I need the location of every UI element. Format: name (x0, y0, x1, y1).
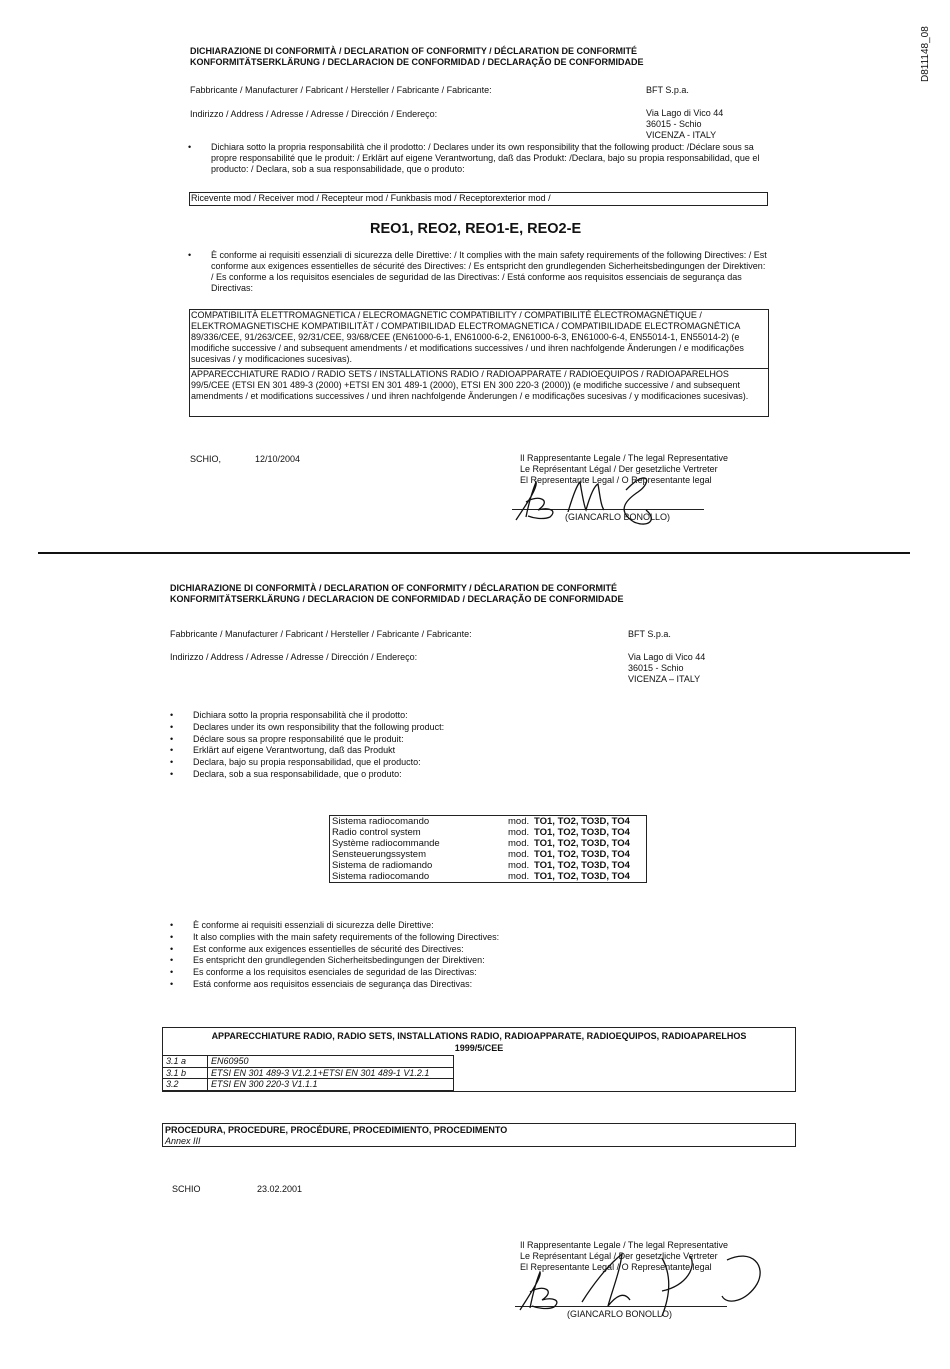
bottom-conforms-list (168, 920, 588, 991)
radio-system-mod: mod. (508, 816, 530, 827)
standard-value: ETSI EN 301 489-3 V1.2.1+ETSI EN 301 489-1 V1.2.1 (208, 1067, 454, 1079)
radio-system-mod: mod. (508, 849, 530, 860)
bottom-declares-list (168, 710, 568, 781)
standard-value: EN60950 (208, 1056, 454, 1068)
top-rep-line2: Le Représentant Légal / Der gesetzliche Vertreter (520, 464, 718, 474)
top-declares-text: • Dichiara sotto la propria responsabilità che il prodotto: / Declares under its own responsibility that the following product: /Déclare sous sa propre responsabilité que le produit: / Erklärt auf eigene Verantwortung, daß das Produkt: /Declara, bajo su propia responsabilidad, que el producto: / Declara, sob a sua responsabilidade, que o produto: (186, 142, 768, 175)
radio-system-mod: mod. (508, 827, 530, 838)
list-item: • Declara, bajo su propia responsabilidad, que el producto: (168, 757, 568, 769)
top-address-label: Indirizzo / Address / Adresse / Adresse / Dirección / Endereço: (190, 109, 438, 119)
bottom-address-line3: VICENZA – ITALY (628, 674, 701, 684)
bottom-manufacturer-value: BFT S.p.a. (628, 629, 671, 639)
radio-system-models: TO1, TO2, TO3D, TO4 (534, 838, 630, 849)
list-item: • Dichiara sotto la propria responsabilità che il prodotto: (168, 710, 568, 722)
directive-emc: COMPATIBILITÀ ELETTROMAGNETICA / ELECROMAGNETIC COMPATIBILITY / COMPATIBILITÉ ÉLECTROMAGNÉTIQUE / ELEKTROMAGNETISCHE KOMPATIBILITÄT / COMPATIBILIDAD ELECTROMAGNETICA / COMPATIBILIDADE ELECTROMAGNÉTICA 89/336/CEE, 91/263/CEE, 92/31/CEE, 93/68/CEE (EN61000-6-1, EN61000-6-2, EN61000-6-3, EN61000-6-4, EN55014-1, EN55014-2) (e modifiche successive / and subsequent amendments / et modifications successives / und ihren nachfolgende Änderungen / e modificações sucesivas / y modificaciones sucesivas). (190, 310, 768, 369)
top-address-line1: Via Lago di Vico 44 (646, 108, 724, 118)
radio-system-models: TO1, TO2, TO3D, TO4 (534, 849, 630, 860)
radio-system-mod: mod. (508, 871, 530, 882)
top-address-line3: VICENZA - ITALY (646, 130, 717, 140)
top-product-type: Ricevente mod / Receiver mod / Recepteur mod / Funkbasis mod / Receptorexterior mod / (189, 192, 768, 206)
radio-system-name: Radio control system (332, 827, 421, 838)
radio-system-table (329, 815, 647, 883)
list-item: • Est conforme aux exigences essentielles de sécurité des Directives: (168, 944, 588, 956)
top-conforms-item (186, 250, 768, 294)
top-manufacturer-label: Fabbricante / Manufacturer / Fabricant / Hersteller / Fabricante / Fabricante: (190, 85, 492, 95)
radio-system-name: Sistema radiocomando (332, 871, 430, 882)
radio-directive-code: 1999/5/CEE (454, 1043, 504, 1053)
section-divider (38, 552, 910, 554)
table-row (330, 838, 647, 849)
top-rep-name: (GIANCARLO BONOLLO) (565, 512, 671, 522)
bottom-rep-name: (GIANCARLO BONOLLO) (567, 1309, 673, 1319)
document-code: D811148_08 (920, 26, 931, 82)
list-item: • Declara, sob a sua responsabilidade, que o produto: (168, 769, 568, 781)
bottom-address-line1: Via Lago di Vico 44 (628, 652, 706, 662)
radio-system-name: Système radiocommande (332, 838, 440, 849)
list-item: • È conforme ai requisiti essenziali di sicurezza delle Direttive: (168, 920, 588, 932)
bottom-date: 23.02.2001 (257, 1184, 303, 1194)
table-row (330, 827, 647, 838)
radio-system-models: TO1, TO2, TO3D, TO4 (534, 827, 630, 838)
top-models: REO1, REO2, REO1-E, REO2-E (370, 221, 582, 237)
list-item: • Está conforme aos requisitos essenciais de segurança das Directivas: (168, 979, 588, 991)
top-rep-line1: Il Rappresentante Legale / The legal Representative (520, 453, 728, 463)
procedure-value: Annex III (165, 1136, 201, 1146)
top-manufacturer-value: BFT S.p.a. (646, 85, 689, 95)
bottom-address-line2: 36015 - Schio (628, 663, 684, 673)
table-row (330, 816, 647, 828)
top-place: SCHIO, (190, 454, 222, 464)
list-item: • Déclare sous sa propre responsabilité que le produit: (168, 734, 568, 746)
directive-radio: APPARECCHIATURE RADIO / RADIO SETS / INSTALLATIONS RADIO / RADIOAPPARATE / RADIOEQUIPOS / RADIOAPARELHOS 99/5/CEE (ETSI EN 301 489-3 (2000) +ETSI EN 301 489-1 (2000), ETSI EN 300 220-3 (2000)) (e modifiche successive / and subsequent amendments / et modifications successives / und ihren nachfolgende Änderungen / e modificações sucesivas / y modificaciones sucesivas). (191, 369, 749, 401)
bottom-rep-line3: El Representante Legal / O Representante legal (520, 1262, 712, 1272)
procedure-title: PROCEDURA, PROCEDURE, PROCÉDURE, PROCEDIMIENTO, PROCEDIMENTO (165, 1125, 508, 1135)
top-directives-box (189, 309, 769, 417)
standards-table (162, 1055, 454, 1091)
bottom-address-label: Indirizzo / Address / Adresse / Adresse / Dirección / Endereço: (170, 652, 418, 662)
table-row (163, 1079, 454, 1091)
radio-system-name: Sistema radiocomando (332, 816, 430, 827)
bottom-manufacturer-label: Fabbricante / Manufacturer / Fabricant / Hersteller / Fabricante / Fabricante: (170, 629, 472, 639)
radio-system-mod: mod. (508, 860, 530, 871)
standard-code: 3.2 (163, 1079, 208, 1091)
list-item: • Declares under its own responsibility that the following product: (168, 722, 568, 734)
radio-system-name: Sistema de radiomando (332, 860, 433, 871)
standard-code: 3.1 a (163, 1056, 208, 1068)
top-declares-item (186, 142, 768, 175)
top-date: 12/10/2004 (255, 454, 301, 464)
radio-system-name: Sensteuerungssystem (332, 849, 426, 860)
radio-directive-box (162, 1027, 796, 1092)
table-row (330, 871, 647, 883)
radio-system-models: TO1, TO2, TO3D, TO4 (534, 871, 630, 882)
top-address-line2: 36015 - Schio (646, 119, 702, 129)
radio-system-mod: mod. (508, 838, 530, 849)
bottom-rep-line1: Il Rappresentante Legale / The legal Representative (520, 1240, 728, 1250)
bottom-rep-line2: Le Représentant Légal / Der gesetzliche Vertreter (520, 1251, 718, 1261)
top-rep-line3: El Representante Legal / O Representante legal (520, 475, 712, 485)
table-row (163, 1056, 454, 1068)
table-row (330, 849, 647, 860)
list-item: • It also complies with the main safety requirements of the following Directives: (168, 932, 588, 944)
top-signature (508, 462, 678, 530)
list-item: • Erklärt auf eigene Verantwortung, daß das Produkt (168, 745, 568, 757)
list-item: • Es conforme a los requisitos esenciales de seguridad de las Directivas: (168, 967, 588, 979)
radio-system-models: TO1, TO2, TO3D, TO4 (534, 860, 630, 871)
table-row (330, 860, 647, 871)
bottom-title-line1: DICHIARAZIONE DI CONFORMITÀ / DECLARATION OF CONFORMITY / DÉCLARATION DE CONFORMITÉ (170, 583, 617, 593)
radio-directive-title: APPARECCHIATURE RADIO, RADIO SETS, INSTALLATIONS RADIO, RADIOAPPARATE, RADIOEQUIPOS, RADIOAPARELHOS (211, 1031, 747, 1041)
bottom-title-line2: KONFORMITÄTSERKLÄRUNG / DECLARACION DE CONFORMIDAD / DECLARAÇÃO DE CONFORMIDADE (170, 594, 624, 604)
top-conforms-text: • È conforme ai requisiti essenziali di sicurezza delle Direttive: / It complies with the main safety requirements of the following Directives: / Est conforme aux exigences essentielles de sécurité des Directives: / Es entspricht den grundlegenden Sicherheitsbedingungen der Direktiven: / Es conforme a los requisitos esenciales de seguridad de las Directivas: / Está conforme aos requisitos essenciais de segurança das Directivas: (186, 250, 768, 294)
bottom-place: SCHIO (172, 1184, 201, 1194)
top-title-line1: DICHIARAZIONE DI CONFORMITÀ / DECLARATION OF CONFORMITY / DÉCLARATION DE CONFORMITÉ (190, 46, 637, 56)
standard-code: 3.1 b (163, 1067, 208, 1079)
radio-system-models: TO1, TO2, TO3D, TO4 (534, 816, 630, 827)
procedure-box (162, 1123, 796, 1147)
list-item: • Es entspricht den grundlegenden Sicherheitsbedingungen der Direktiven: (168, 955, 588, 967)
top-title-line2: KONFORMITÄTSERKLÄRUNG / DECLARACION DE CONFORMIDAD / DECLARAÇÃO DE CONFORMIDADE (190, 57, 644, 67)
bottom-signature (512, 1246, 772, 1326)
table-row (163, 1067, 454, 1079)
standard-value: ETSI EN 300 220-3 V1.1.1 (208, 1079, 454, 1091)
